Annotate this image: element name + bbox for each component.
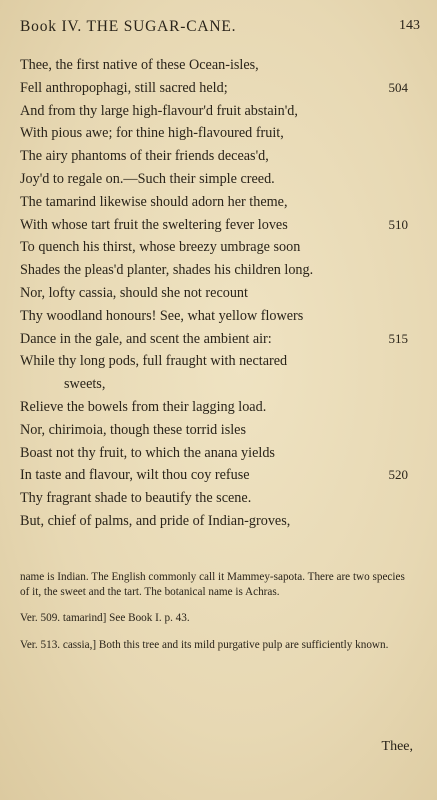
verse-text: But, chief of palms, and pride of Indian-groves, bbox=[20, 512, 291, 529]
running-head: Book IV. THE SUGAR-CANE. bbox=[20, 18, 237, 35]
verse-text: With pious awe; for thine high-flavoured fruit, bbox=[20, 125, 284, 142]
verse-line bbox=[20, 510, 416, 533]
verse-text: Thy fragrant shade to beautify the scene. bbox=[20, 490, 252, 507]
verse-line bbox=[20, 487, 416, 510]
verse-line bbox=[20, 168, 416, 191]
page-number: 143 bbox=[399, 18, 420, 33]
verse-text: Shades the pleas'd planter, shades his children long. bbox=[20, 262, 314, 279]
footnote: Ver. 509. tamarind] See Book I. p. 43. bbox=[20, 612, 190, 624]
verse-line bbox=[20, 236, 416, 259]
line-number: 515 bbox=[388, 330, 408, 346]
verse-line bbox=[20, 100, 416, 123]
verse-line bbox=[20, 464, 416, 487]
verse-text: With whose tart fruit the sweltering fever loves bbox=[20, 216, 288, 233]
verse-text: Fell anthropophagi, still sacred held; bbox=[20, 79, 228, 96]
verse-line bbox=[20, 282, 416, 305]
verse-text: The tamarind likewise should adorn her theme, bbox=[20, 193, 288, 210]
verse-text: Relieve the bowels from their lagging load. bbox=[20, 398, 267, 415]
verse-text: sweets, bbox=[64, 376, 106, 393]
verse-line bbox=[20, 54, 416, 77]
line-number: 510 bbox=[388, 216, 408, 232]
footnotes bbox=[20, 570, 416, 652]
verse-body bbox=[20, 54, 416, 533]
verse-line bbox=[20, 442, 416, 465]
verse-line bbox=[20, 419, 416, 442]
verse-line bbox=[20, 214, 416, 237]
footnote: name is Indian. The English commonly call it Mammey-sapota. There are two species of it, the sweet and the tart. The botanical name is Achras. bbox=[20, 571, 405, 598]
catchword: Thee, bbox=[381, 739, 413, 754]
verse-text: Dance in the gale, and scent the ambient air: bbox=[20, 330, 272, 347]
line-number: 504 bbox=[388, 79, 408, 95]
footnote: Ver. 513. cassia,] Both this tree and its mild purgative pulp are sufficiently known. bbox=[20, 638, 389, 651]
verse-line bbox=[20, 122, 416, 145]
verse-text: Joy'd to regale on.—Such their simple creed. bbox=[20, 170, 275, 187]
page-header bbox=[20, 18, 420, 40]
verse-text: To quench his thirst, whose breezy umbrage soon bbox=[20, 239, 301, 256]
verse-line bbox=[20, 191, 416, 214]
verse-line bbox=[20, 305, 416, 328]
verse-text: And from thy large high-flavour'd fruit abstain'd, bbox=[20, 102, 298, 119]
verse-text: Nor, lofty cassia, should she not recount bbox=[20, 284, 248, 301]
verse-line bbox=[20, 350, 416, 373]
verse-line bbox=[20, 145, 416, 168]
verse-line bbox=[20, 396, 416, 419]
verse-line bbox=[20, 259, 416, 282]
verse-text: Thee, the first native of these Ocean-isles, bbox=[20, 57, 259, 73]
verse-text: Boast not thy fruit, to which the anana yields bbox=[20, 444, 275, 461]
verse-text: While thy long pods, full fraught with nectared bbox=[20, 353, 288, 370]
verse-line bbox=[20, 77, 416, 100]
line-number: 520 bbox=[388, 467, 408, 483]
verse-text: Nor, chirimoia, though these torrid isles bbox=[20, 421, 246, 438]
verse-text: In taste and flavour, wilt thou coy refuse bbox=[20, 467, 250, 484]
verse-line bbox=[20, 373, 416, 396]
verse-line bbox=[20, 328, 416, 351]
verse-text: The airy phantoms of their friends deceas'd, bbox=[20, 148, 269, 165]
verse-text: Thy woodland honours! See, what yellow flowers bbox=[20, 307, 304, 324]
